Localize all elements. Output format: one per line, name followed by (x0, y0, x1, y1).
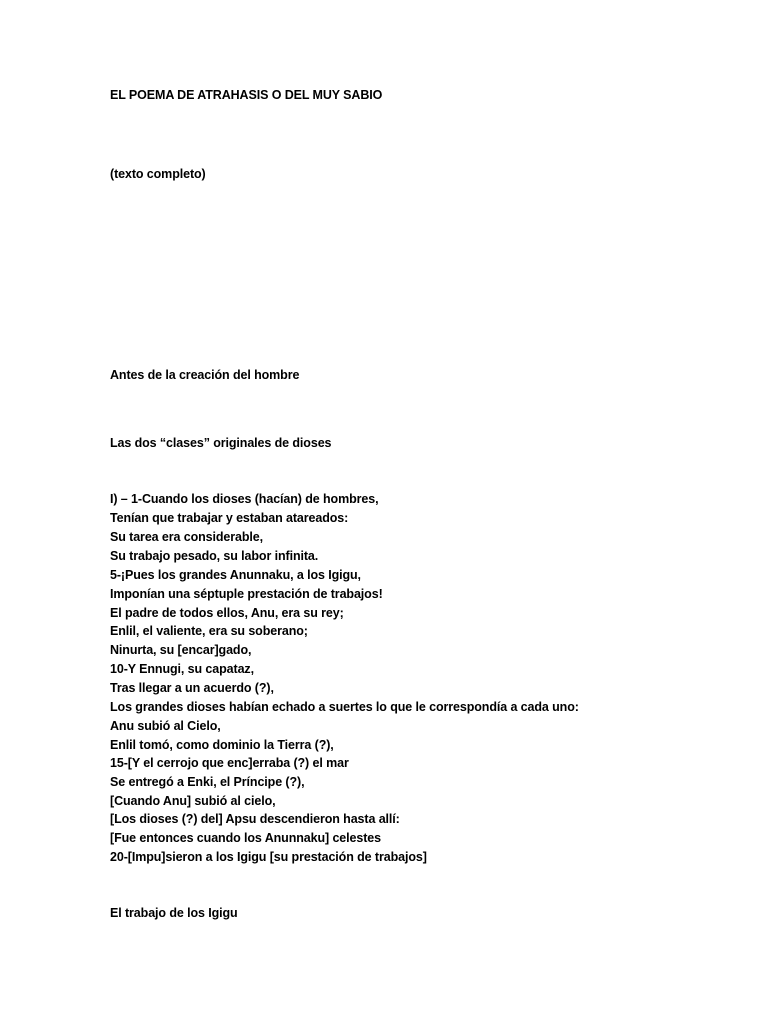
section-heading-igigu-work: El trabajo de los Igigu (110, 906, 238, 920)
document-subtitle: (texto completo) (110, 167, 206, 181)
section-heading-creation: Antes de la creación del hombre (110, 368, 300, 382)
verse-line: Imponían una séptuple prestación de trabajos! (110, 587, 383, 601)
verse-line: Enlil tomó, como dominio la Tierra (?), (110, 738, 334, 752)
verse-line: Los grandes dioses habían echado a suertes lo que le correspondía a cada uno: (110, 700, 579, 714)
verse-line: 10-Y Ennugi, su capataz, (110, 662, 254, 676)
verse-line: Se entregó a Enki, el Príncipe (?), (110, 775, 305, 789)
verse-line: Enlil, el valiente, era su soberano; (110, 624, 308, 638)
verse-line: El padre de todos ellos, Anu, era su rey; (110, 606, 344, 620)
verse-line: Tenían que trabajar y estaban atareados: (110, 511, 349, 525)
verse-line: Tras llegar a un acuerdo (?), (110, 681, 274, 695)
section-heading-classes: Las dos “clases” originales de dioses (110, 436, 332, 450)
verse-line: 20-[Impu]sieron a los Igigu [su prestación de trabajos] (110, 850, 427, 864)
verse-line: Anu subió al Cielo, (110, 719, 221, 733)
document-title: EL POEMA DE ATRAHASIS O DEL MUY SABIO (110, 88, 383, 102)
verse-line: [Los dioses (?) del] Apsu descendieron hasta allí: (110, 812, 400, 826)
verse-line: [Cuando Anu] subió al cielo, (110, 794, 276, 808)
verse-line: Ninurta, su [encar]gado, (110, 643, 252, 657)
verse-line: Su tarea era considerable, (110, 530, 264, 544)
verse-line: I) – 1-Cuando los dioses (hacían) de hombres, (110, 492, 379, 506)
verse-line: Su trabajo pesado, su labor infinita. (110, 549, 319, 563)
verse-line: 5-¡Pues los grandes Anunnaku, a los Igigu, (110, 568, 361, 582)
verse-line: 15-[Y el cerrojo que enc]erraba (?) el mar (110, 756, 349, 770)
verse-line: [Fue entonces cuando los Anunnaku] celestes (110, 831, 381, 845)
